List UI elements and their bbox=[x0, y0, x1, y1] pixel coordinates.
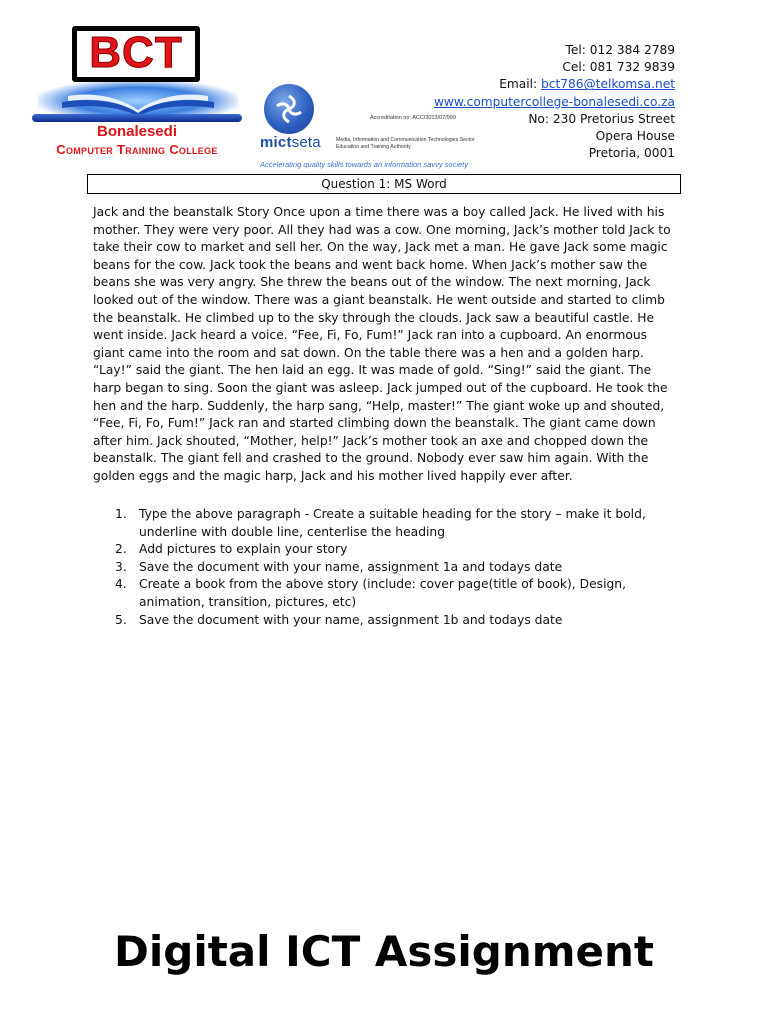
mictseta-name: mictseta bbox=[260, 134, 321, 151]
page-title: Digital ICT Assignment bbox=[114, 927, 654, 976]
logo-book-base bbox=[32, 114, 242, 122]
cel-number: Cel: 081 732 9839 bbox=[562, 60, 675, 75]
college-subtitle: Computer Training College bbox=[56, 142, 218, 157]
bct-logo-box bbox=[72, 26, 200, 82]
story-paragraph: Jack and the beanstalk Story Once upon a time there was a boy called Jack. He lived with his mother. They were very poor. All they had was a cow. One morning, Jack’s mother told Jack to take their cow to market and sell her. On the way, Jack met a man. He gave Jack some magic beans for the cow. Jack took the beans and went back home. When Jack’s mother saw the beans she was very angry. She threw the beans out of the window. The next morning, Jack looked out of the window. There was a giant beanstalk. He went outside and started to climb the beanstalk. He climbed up to the sky through the clouds. Jack saw a beautiful castle. He went inside. Jack heard a voice. “Fee, Fi, Fo, Fum!” Jack ran into a cupboard. An enormous giant came into the room and sat down. On the table there was a hen and a golden harp. “Lay!” said the giant. The hen laid an egg. It was made of gold. “Sing!” said the giant. The harp began to sing. Soon the giant was asleep. Jack jumped out of the cupboard. He took the hen and the harp. Suddenly, the harp sang, “Help, master!” The giant woke up and shouted, “Fee, Fi, Fo, Fum!” Jack ran and started climbing down the beanstalk. The giant came down after him. Jack shouted, “Mother, help!” Jack’s mother took an axe and chopped down the beanstalk. The giant fell and crashed to the ground. Nobody ever saw him again. With the golden eggs and the magic harp, Jack and his mother lived happily ever after. bbox=[93, 205, 671, 483]
address-line-3: Pretoria, 0001 bbox=[588, 146, 675, 161]
open-book-icon bbox=[58, 86, 218, 116]
address-line-2: Opera House bbox=[595, 129, 675, 144]
mictseta-description: Media, Information and Communication Technologies Sector Education and Training Authority bbox=[336, 137, 475, 150]
address-line-1: No: 230 Pretorius Street bbox=[528, 111, 675, 126]
mictseta-tagline: Accelerating quality skills towards an information savvy society bbox=[260, 160, 469, 169]
task-list bbox=[110, 506, 675, 629]
accreditation-number: Accreditation no: ACC/2013/07/999 bbox=[370, 115, 456, 121]
website-link[interactable]: www.computercollege-bonalesedi.co.za bbox=[433, 94, 675, 109]
college-name: Bonalesedi bbox=[96, 123, 178, 140]
tel-number: Tel: 012 384 2789 bbox=[565, 43, 675, 57]
list-item: 3. Save the document with your name, assignment 1a and todays date bbox=[115, 559, 563, 574]
swirl-icon bbox=[274, 94, 304, 124]
list-item: 1. Type the above paragraph - Create a suitable heading for the story – make it bold, underline with double line, centerlise the heading bbox=[115, 507, 646, 539]
bct-logo-text: BCT bbox=[89, 28, 183, 77]
question-title: Question 1: MS Word bbox=[87, 174, 681, 194]
email-link[interactable]: bct786@telkomsa.net bbox=[541, 77, 675, 92]
email-line: Email: bct786@telkomsa.net bbox=[499, 77, 675, 92]
list-item: 4. Create a book from the above story (include: cover page(title of book), Design, animation, transition, pictures, etc) bbox=[115, 577, 626, 609]
contact-info bbox=[434, 42, 675, 162]
bct-logo bbox=[28, 26, 246, 160]
list-item: 2. Add pictures to explain your story bbox=[115, 542, 348, 557]
list-item: 5. Save the document with your name, assignment 1b and todays date bbox=[115, 612, 563, 627]
